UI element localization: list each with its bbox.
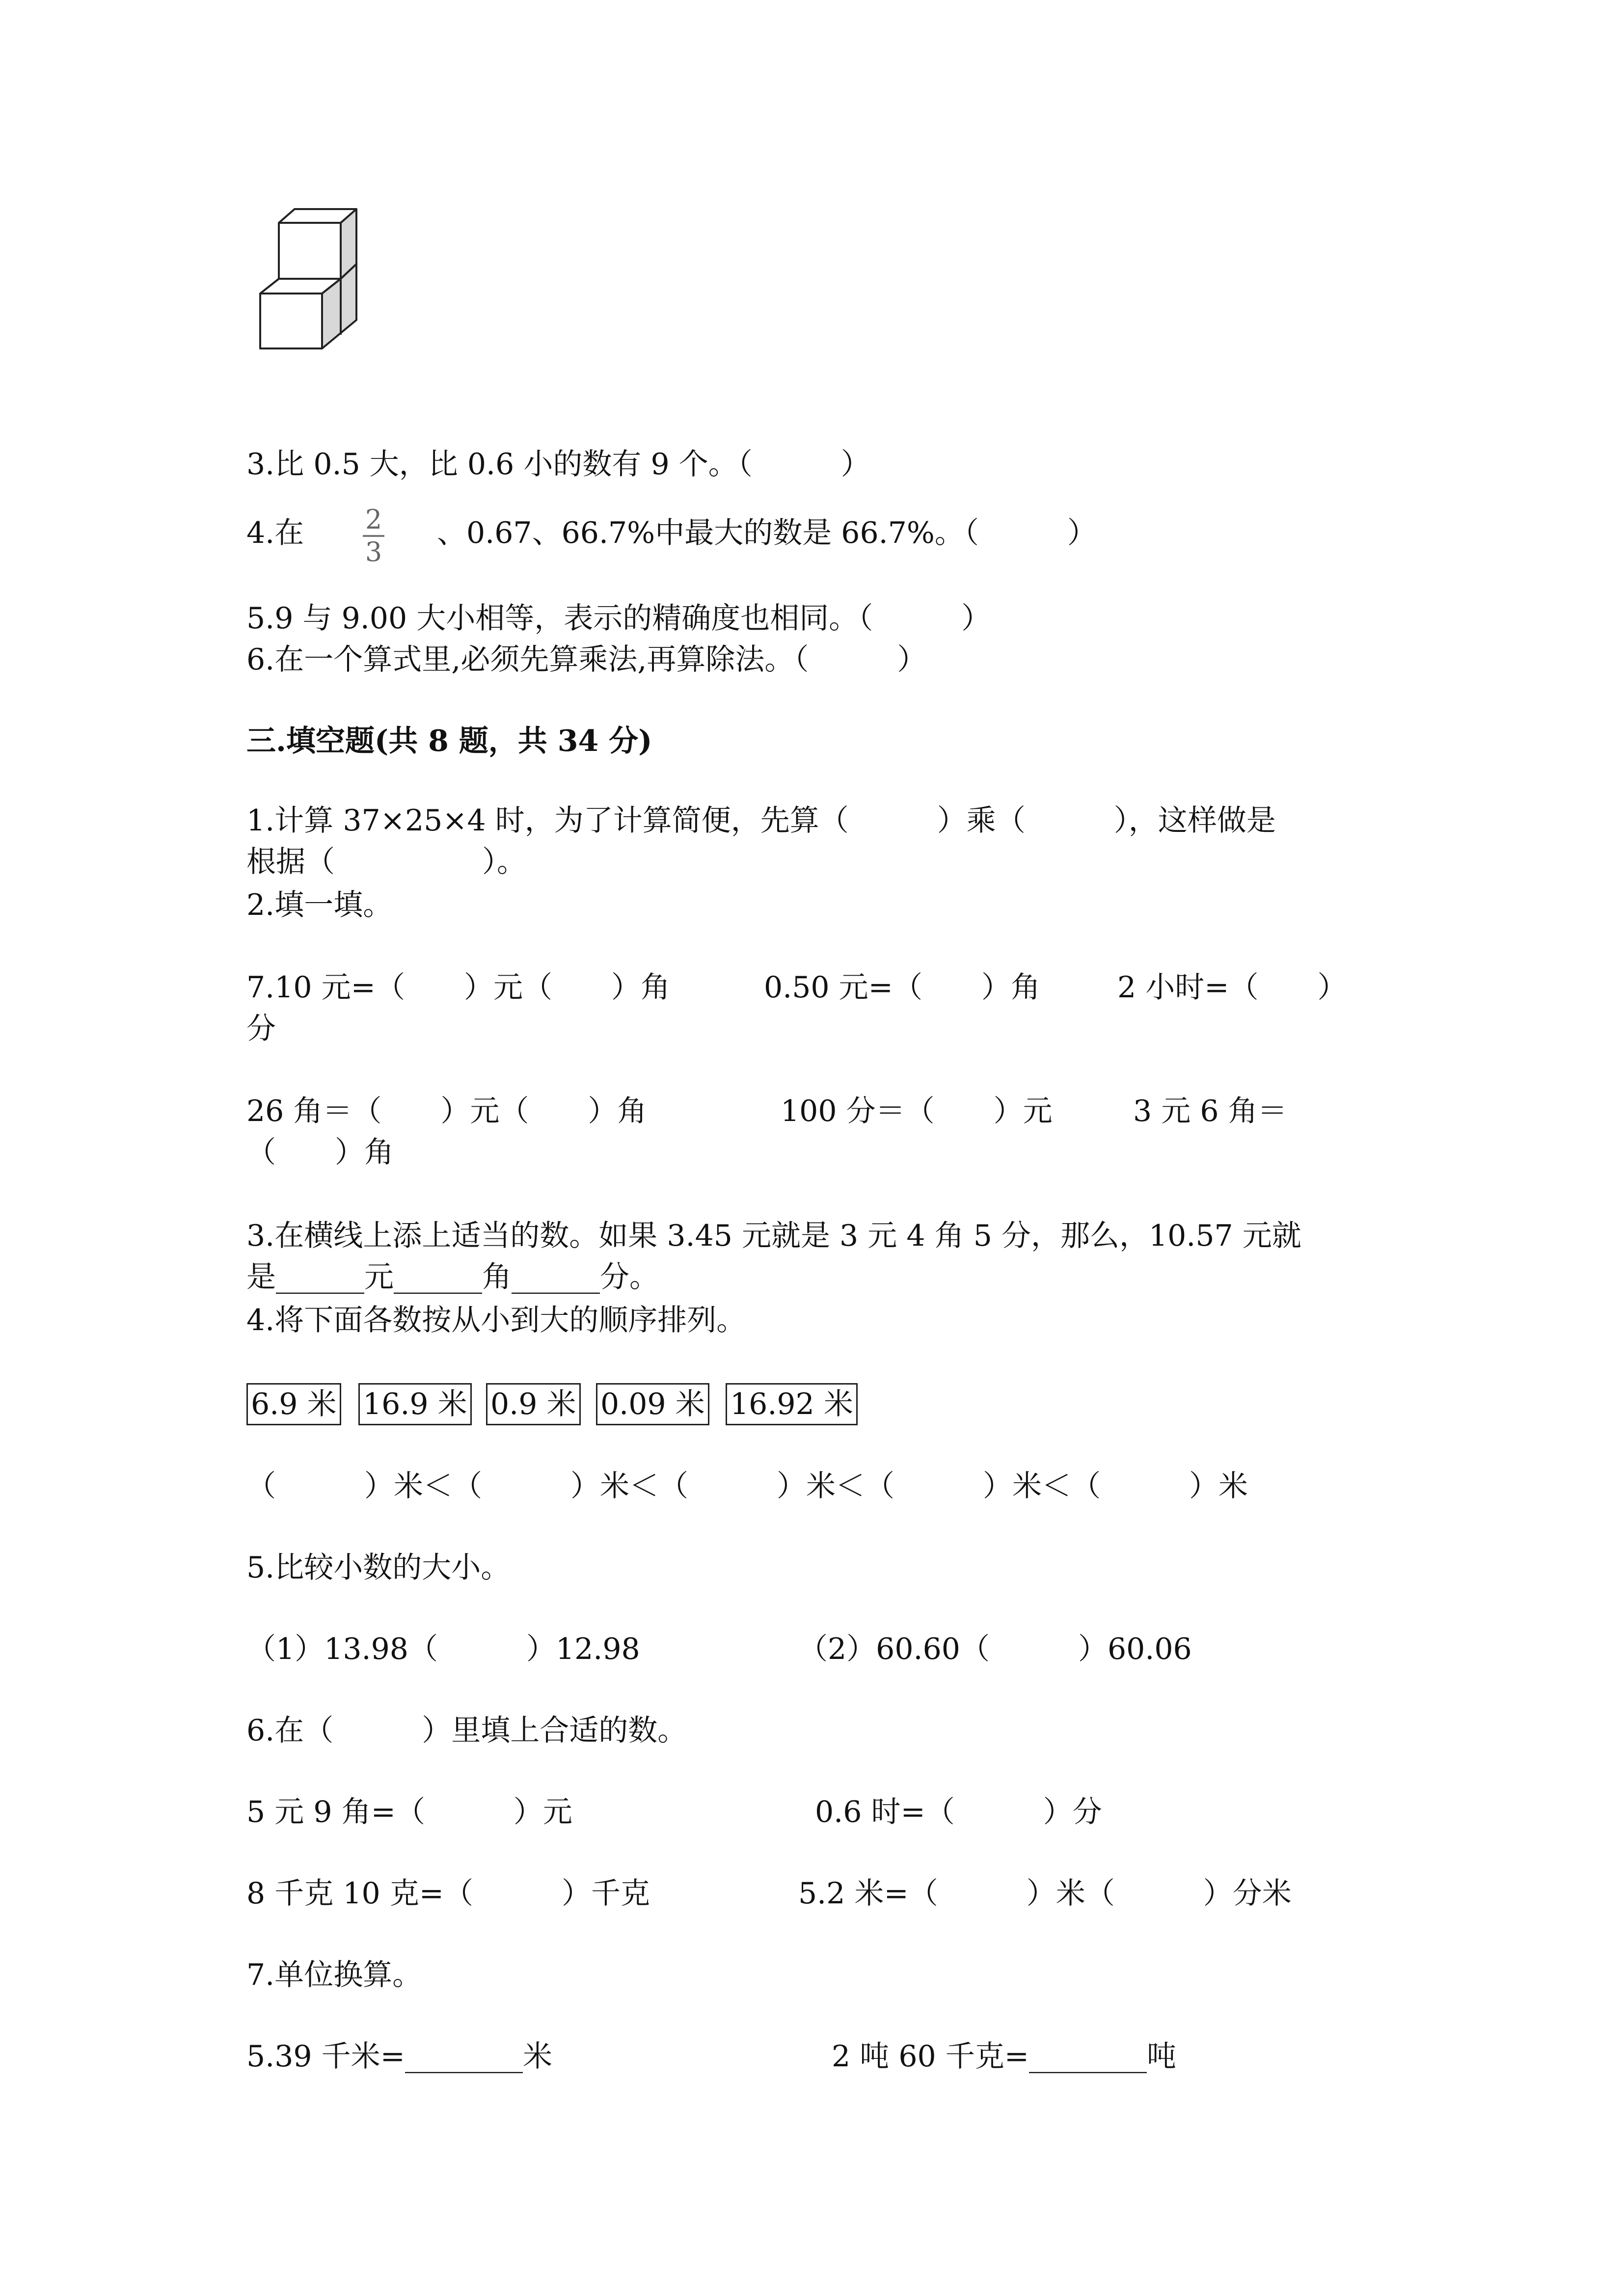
fill-q5: 5.比较小数的大小。 xyxy=(246,1550,511,1585)
judge-q4-suffix: 、0.67、66.7%中最大的数是 66.7%。（ ） xyxy=(437,516,1097,550)
fill-q7: 7.单位换算。 xyxy=(246,1958,422,1992)
fraction-numerator: 2 xyxy=(365,504,382,535)
fill-q4: 4.将下面各数按从小到大的顺序排列。 xyxy=(246,1303,746,1337)
fill-q2-item-b: 0.50 元=（ ）角 xyxy=(764,970,1040,1005)
fill-q6-item-b: 0.6 时=（ ）分 xyxy=(815,1795,1102,1829)
fill-q2-item-c-unit: 分 xyxy=(246,1012,276,1046)
fill-q2-item-e: 100 分＝（ ）元 xyxy=(781,1094,1053,1128)
judge-q4-prefix: 4.在 xyxy=(246,516,304,550)
fill-q2-item-c: 2 小时=（ ） xyxy=(1117,970,1347,1005)
fill-q3-line1: 3.在横线上添上适当的数。如果 3.45 元就是 3 元 4 角 5 分，那么，10.57 元就 xyxy=(246,1219,1301,1253)
fill-q2-item-f: 3 元 6 角＝ xyxy=(1133,1094,1287,1128)
fill-q1-line2: 根据（ ）。 xyxy=(246,845,526,879)
fill-q6: 6.在（ ）里填上合适的数。 xyxy=(246,1713,687,1748)
judge-q3: 3.比 0.5 大，比 0.6 小的数有 9 个。（ ） xyxy=(246,447,870,481)
fill-q2-item-f-tail: （ ）角 xyxy=(246,1135,394,1170)
judge-q5: 5.9 与 9.00 大小相等，表示的精确度也相同。（ ） xyxy=(246,601,991,636)
fill-q6-item-c: 8 千克 10 克=（ ）千克 xyxy=(246,1876,650,1911)
fill-q3-line2: 是______元______角______分。 xyxy=(246,1260,659,1294)
fill-q5-item-2: （2）60.60（ ）60.06 xyxy=(798,1632,1192,1666)
fill-q2-item-d: 26 角＝（ ）元（ ）角 xyxy=(246,1094,647,1128)
number-box: 16.9 米 xyxy=(358,1383,472,1425)
judge-q6: 6.在一个算式里,必须先算乘法,再算除法。（ ） xyxy=(246,642,927,677)
fill-q6-item-a: 5 元 9 角=（ ）元 xyxy=(246,1795,572,1829)
fraction-two-thirds xyxy=(356,506,391,566)
fill-q2: 2.填一填。 xyxy=(246,888,393,922)
fill-q5-item-1: （1）13.98（ ）12.98 xyxy=(246,1632,640,1666)
fill-q1-line1: 1.计算 37×25×4 时，为了计算简便，先算（ ）乘（ ），这样做是 xyxy=(246,803,1276,838)
number-box: 0.9 米 xyxy=(486,1383,581,1425)
stacked-cubes-figure xyxy=(255,202,358,354)
fill-q2-item-a: 7.10 元=（ ）元（ ）角 xyxy=(246,970,670,1005)
section-heading: 三.填空题(共 8 题，共 34 分) xyxy=(246,724,652,758)
number-box: 6.9 米 xyxy=(246,1383,341,1425)
number-box: 16.92 米 xyxy=(726,1383,858,1425)
fill-q7-item-b: 2 吨 60 千克=________吨 xyxy=(832,2039,1177,2074)
fill-q4-answer: （ ）米＜（ ）米＜（ ）米＜（ ）米＜（ ）米 xyxy=(246,1469,1248,1503)
fill-q6-item-d: 5.2 米=（ ）米（ ）分米 xyxy=(798,1876,1292,1911)
fill-q7-item-a: 5.39 千米=________米 xyxy=(246,2039,552,2074)
number-box: 0.09 米 xyxy=(596,1383,709,1425)
fraction-denominator: 3 xyxy=(365,536,382,567)
